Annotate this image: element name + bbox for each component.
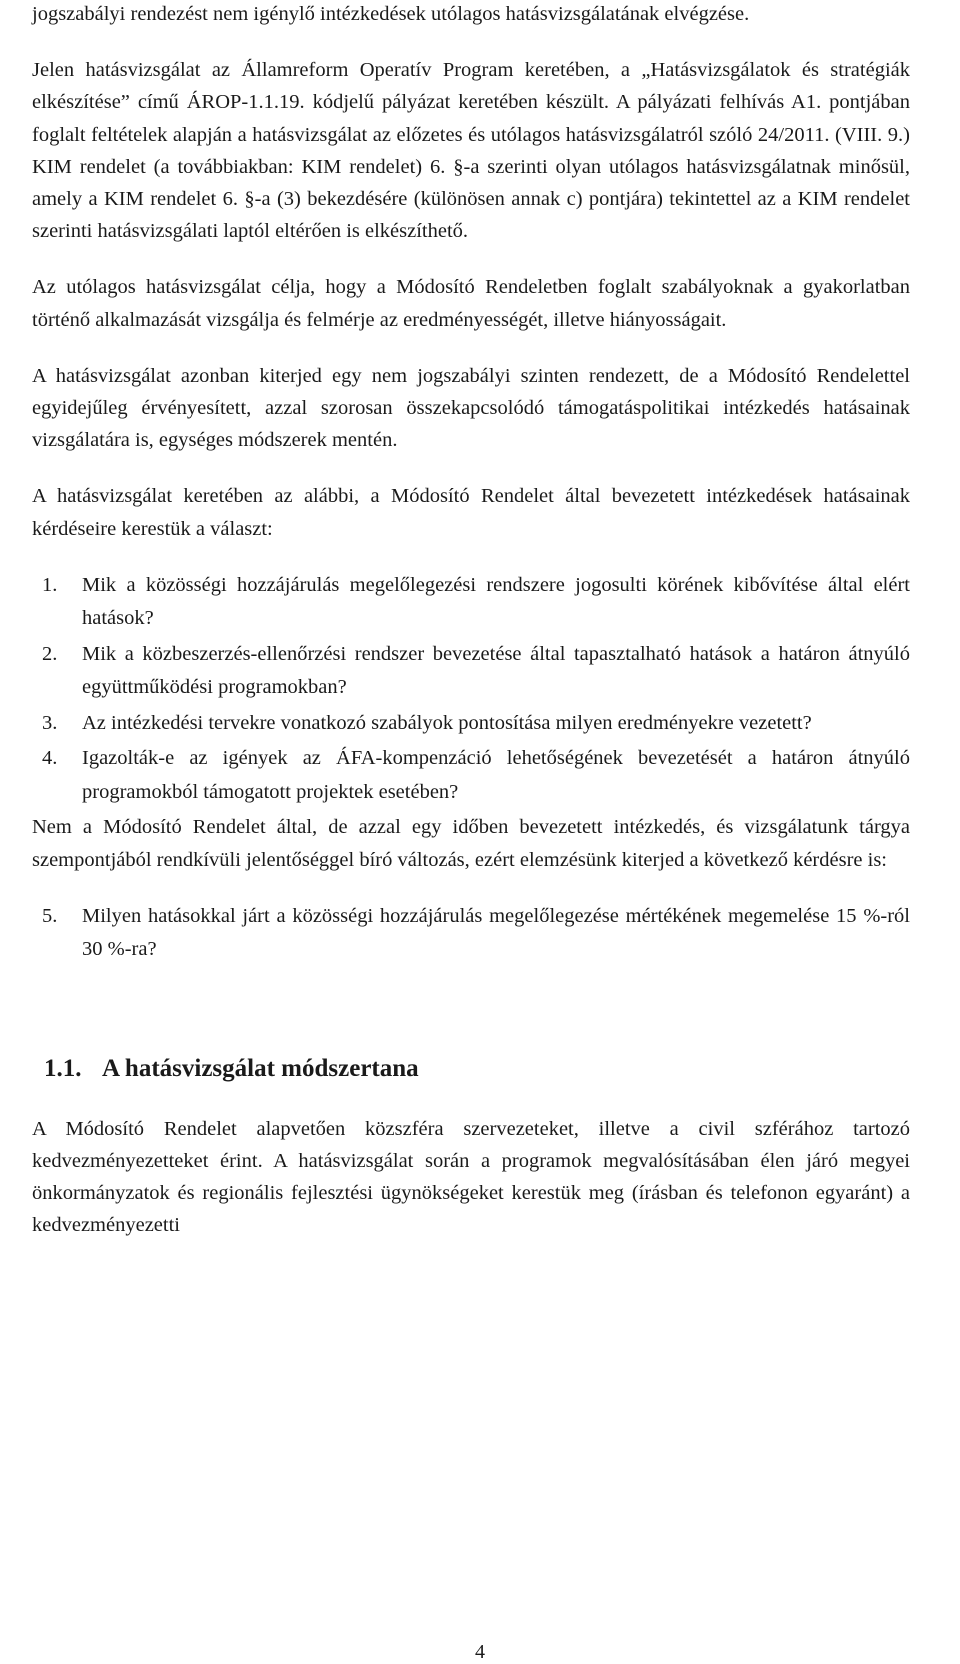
list-item-number: 1. <box>42 573 58 596</box>
list-item <box>32 707 910 741</box>
list-item-text: Mik a közösségi hozzájárulás megelőlegezési rendszere jogosulti körének kibővítése által elért hatások? <box>82 573 910 630</box>
list-item <box>32 742 910 809</box>
extra-questions-list <box>32 900 910 967</box>
paragraph-methodology: A Módosító Rendelet alapvetően közszféra szervezeteket, illetve a civil szférához tartozó kedvezményezetteket érint. A hatásvizsgálat során a programok megvalósításában élen járó megyei önkormányzatok és regionális fejlesztési ügynökségeket kerestük meg (írásban és telefonon egyaránt) a kedvezményezetti <box>32 1117 910 1237</box>
list-item <box>32 569 910 636</box>
list-item-text: Mik a közbeszerzés-ellenőrzési rendszer bevezetése által tapasztalható hatások a határon átnyúló együttműködési programokban? <box>82 642 910 699</box>
list-item-number: 4. <box>42 747 58 770</box>
questions-list <box>32 569 910 810</box>
section-heading <box>32 1051 910 1087</box>
section-number: 1.1. <box>44 1054 82 1082</box>
list-item-number: 5. <box>42 904 58 927</box>
paragraph-additional: Nem a Módosító Rendelet által, de azzal egy időben bevezetett intézkedés, és vizsgálatunk tárgya szempontjából rendkívüli jelentőséggel bíró változás, ezért elemzésünk kiterjed a következő kérdésre is: <box>32 816 910 871</box>
page-number: 4 <box>475 1641 485 1663</box>
paragraph-context: Jelen hatásvizsgálat az Államreform Operatív Program keretében, a „Hatásvizsgálatok és stratégiák elkészítése” című ÁROP-1.1.19. kódjelű pályázat keretében készült. A pályázati felhívás A1. pontjában foglalt feltételek alapján a hatásvizsgálat az előzetes és utólagos hatásvizsgálatról szóló 24/2011. (VIII. 9.) KIM rendelet (a továbbiakban: KIM rendelet) 6. §-a szerinti olyan utólagos hatásvizsgálatnak minősül, amely a KIM rendelet 6. §-a (3) bekezdésére (különösen annak c) pontjára) tekintettel az a KIM rendelet szerinti hatásvizsgálati laptól eltérően is elkészíthető. <box>32 59 910 243</box>
list-item <box>32 900 910 967</box>
paragraph-scope: A hatásvizsgálat azonban kiterjed egy nem jogszabályi szinten rendezett, de a Módosító Rendelettel egyidejűleg érvényesített, azzal szorosan összekapcsolódó támogatáspolitikai intézkedés hatásainak vizsgálatára is, egységes módszerek mentén. <box>32 364 910 452</box>
list-item-text: Az intézkedési tervekre vonatkozó szabályok pontosítása milyen eredményekre vezetett? <box>82 711 812 734</box>
section-title: A hatásvizsgálat módszertana <box>102 1054 419 1082</box>
list-item <box>32 638 910 705</box>
list-item-number: 3. <box>42 711 58 734</box>
paragraph-purpose: Az utólagos hatásvizsgálat célja, hogy a Módosító Rendeletben foglalt szabályoknak a gyakorlatban történő alkalmazását vizsgálja és felmérje az eredményességét, illetve hiányosságait. <box>32 276 910 331</box>
list-item-text: Milyen hatásokkal járt a közösségi hozzájárulás megelőlegezése mértékének megemelése 15 %-ról 30 %-ra? <box>82 904 910 961</box>
list-item-number: 2. <box>42 642 58 665</box>
document-page <box>32 0 910 1242</box>
list-item-text: Igazolták-e az igények az ÁFA-kompenzáció lehetőségének bevezetését a határon átnyúló programokból támogatott projektek esetében? <box>82 747 910 803</box>
paragraph-intro-tail: jogszabályi rendezést nem igénylő intézkedések utólagos hatásvizsgálatának elvégzése. <box>32 3 750 25</box>
paragraph-questions-intro: A hatásvizsgálat keretében az alábbi, a Módosító Rendelet által bevezetett intézkedések hatásainak kérdéseire kerestük a választ: <box>32 485 910 540</box>
